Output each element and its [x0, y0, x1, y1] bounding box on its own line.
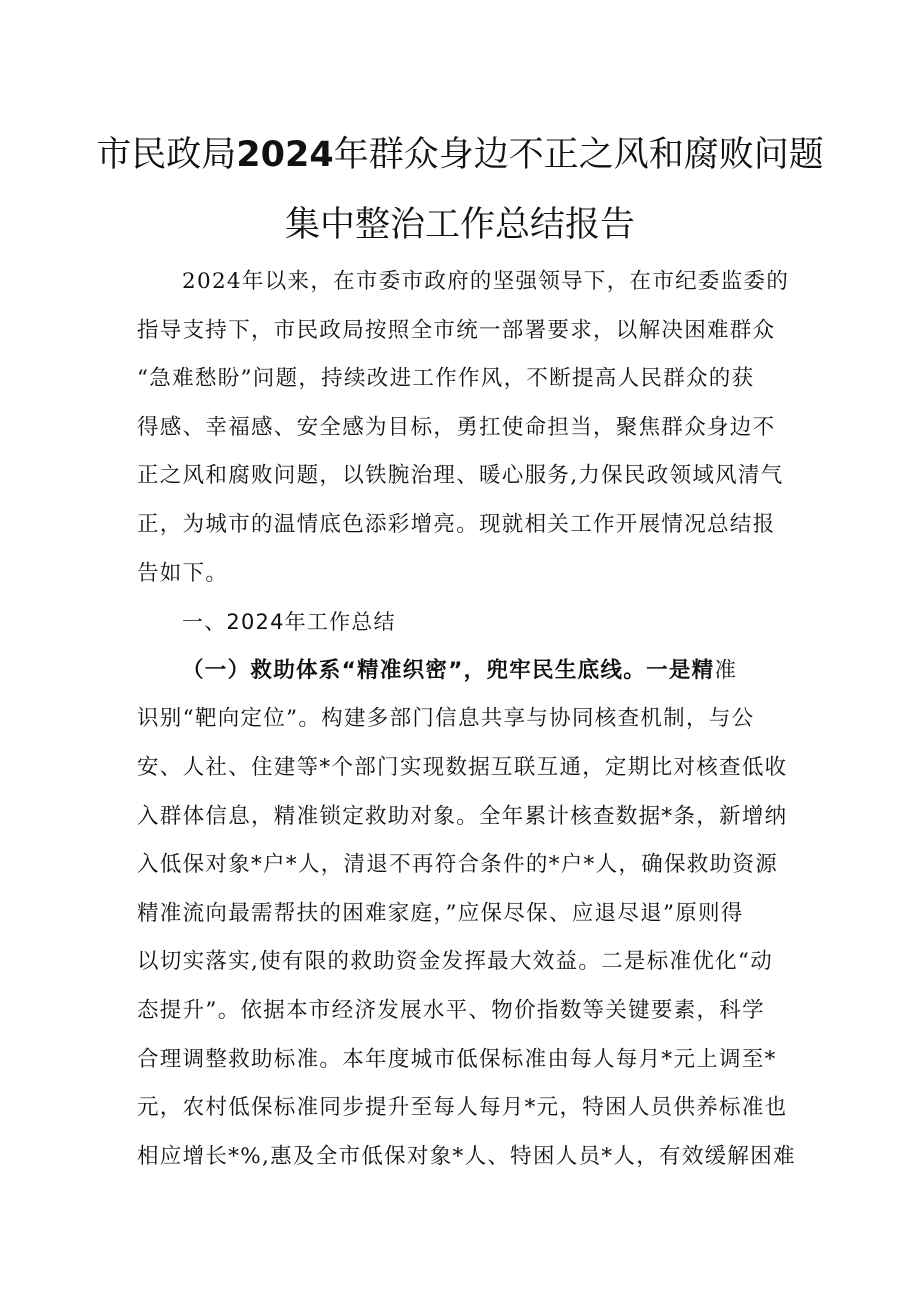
document-title-line-2: 集中整治工作总结报告	[284, 205, 635, 245]
intro-line: 得感、幸福感、安全感为目标，勇扛使命担当，聚焦群众身边不	[137, 414, 776, 440]
document-title-line-1	[60, 135, 860, 175]
body-line: 以切实落实,使有限的救助资金发挥最大效益。二是标准优化“动	[137, 949, 774, 975]
title-prefix: 市民政局	[96, 135, 237, 175]
intro-line: 正，为城市的温情底色添彩增亮。现就相关工作开展情况总结报	[137, 511, 776, 537]
title-year: 2024	[236, 135, 334, 175]
intro-line: “急难愁盼”问题，持续改进工作作风，不断提高人民群众的获	[137, 366, 755, 392]
body-line: 元，农村低保标准同步提升至每人每月*元，特困人员供养标准也	[137, 1095, 788, 1121]
document-body	[137, 258, 796, 1181]
body-line: 相应增长*%,惠及全市低保对象*人、特困人员*人，有效缓解困难	[137, 1143, 796, 1169]
body-line: 入群体信息，精准锁定救助对象。全年累计核查数据*条，新增纳	[137, 803, 788, 829]
subsection-first-line	[137, 647, 793, 696]
subsection-continuation: 准	[714, 657, 738, 683]
intro-line: 指导支持下，市民政局按照全市统一部署要求，以解决困难群众	[137, 317, 776, 343]
subsection-paragraph	[137, 647, 796, 1182]
body-line: 合理调整救助标准。本年度城市低保标准由每人每月*元上调至*	[137, 1046, 777, 1072]
body-line: 入低保对象*户*人，清退不再符合条件的*户*人，确保救助资源	[137, 852, 779, 878]
body-line: 识别“靶向定位”。构建多部门信息共享与协同核查机制，与公	[137, 706, 755, 732]
body-line: 态提升”。依据本市经济发展水平、物价指数等关键要素，科学	[137, 997, 765, 1023]
title-suffix: 年群众身边不正之风和腐败问题	[333, 135, 824, 175]
intro-paragraph	[137, 258, 793, 598]
intro-line: 2024年以来，在市委市政府的坚强领导下，在市纪委监委的	[182, 269, 790, 294]
intro-line: 告如下。	[137, 560, 229, 586]
body-line: 安、人社、住建等*个部门实现数据互联互通，定期比对核查低收	[137, 754, 788, 780]
subsection-heading: （一）救助体系“精准织密”，兜牢民生底线。一是精	[182, 657, 715, 683]
intro-line: 正之风和腐败问题，以铁腕治理、暖心服务,力保民政领域风清气	[137, 463, 784, 489]
section-heading: 一、2024年工作总结	[182, 610, 396, 635]
body-line: 精准流向最需帮扶的困难家庭，”应保尽保、应退尽退”原则得	[137, 900, 744, 926]
